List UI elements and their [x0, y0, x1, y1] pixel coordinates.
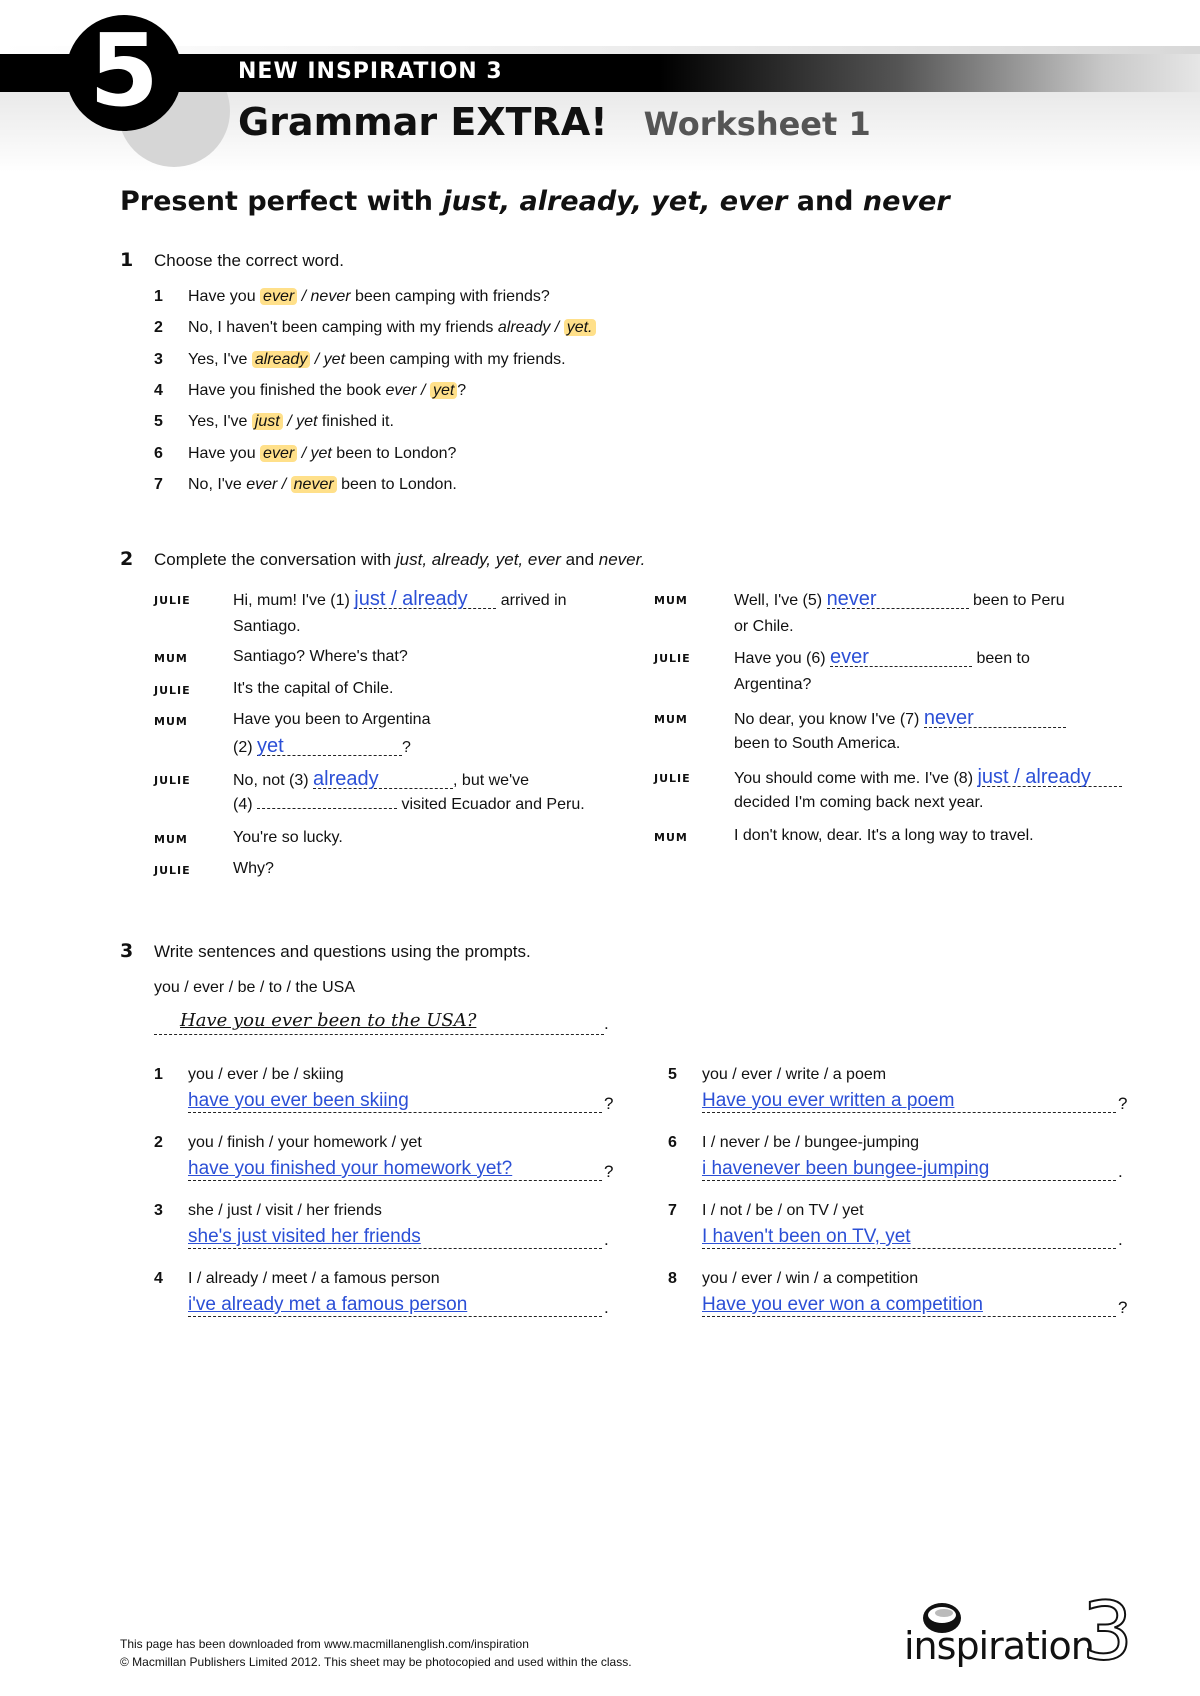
sheet-title: [238, 100, 871, 144]
option-b[interactable]: yet.: [564, 319, 596, 336]
conversation-line-10: [734, 709, 1066, 729]
series-title: NEW INSPIRATION 3: [238, 59, 503, 84]
gap-5[interactable]: never: [827, 590, 969, 609]
conversation-line-5: [233, 770, 529, 790]
speaker-julie: JULIE: [654, 652, 691, 665]
prompt-text: you / ever / win / a competition: [702, 1270, 919, 1287]
conversation-line-7: Why?: [233, 860, 274, 877]
conversation-line-3: It's the capital of Chile.: [233, 680, 394, 697]
speaker-mum: MUM: [154, 652, 188, 665]
conversation-line-11-cont: decided I'm coming back next year.: [734, 794, 984, 811]
option-b[interactable]: never: [291, 476, 337, 493]
speaker-julie: JULIE: [154, 594, 191, 607]
line-text: been to Peru: [968, 592, 1065, 609]
option-b[interactable]: yet: [296, 413, 318, 431]
example-prompt: you / ever / be / to / the USA: [154, 979, 355, 996]
end-punctuation: ?: [604, 1162, 614, 1181]
exercise-1-instruction: Choose the correct word.: [154, 251, 344, 270]
inspiration-logo: [904, 1585, 1144, 1678]
option-b[interactable]: yet: [430, 382, 457, 399]
gap-7[interactable]: never: [924, 709, 1066, 728]
option-a[interactable]: ever: [260, 445, 297, 462]
exercise-3-instruction: Write sentences and questions using the prompts.: [154, 942, 531, 961]
headline-text-1: Present perfect with: [120, 186, 443, 217]
item-text: been camping with my friends.: [345, 350, 566, 368]
option-a[interactable]: ever: [260, 288, 297, 305]
conversation-line-8-cont: or Chile.: [734, 618, 794, 635]
item-text: finished it.: [317, 413, 394, 431]
end-punctuation: .: [1118, 1162, 1123, 1181]
item-text: Have you: [188, 288, 261, 305]
item-text: Have you finished the book: [188, 381, 386, 399]
end-punctuation: ?: [1118, 1094, 1128, 1113]
option-b[interactable]: yet: [323, 350, 346, 368]
item-text: Have you: [188, 444, 261, 462]
item-number: 2: [154, 319, 163, 337]
item-number: 4: [154, 1270, 163, 1287]
speaker-julie: JULIE: [654, 772, 691, 785]
item-number: 6: [668, 1134, 677, 1151]
gap-3[interactable]: already: [313, 770, 453, 789]
footer-download-note: This page has been downloaded from www.macmillanenglish.com/inspiration: [120, 1637, 529, 1651]
conversation-line-4: Have you been to Argentina: [233, 711, 431, 728]
prompt-text: I / never / be / bungee-jumping: [702, 1134, 920, 1151]
option-a[interactable]: ever: [385, 381, 417, 399]
exercise-1-item: [188, 351, 566, 369]
item-text: been to London.: [336, 475, 457, 493]
line-text: (2): [233, 739, 257, 756]
item-number: 7: [154, 475, 163, 493]
conversation-line-1-cont: Santiago.: [233, 618, 301, 635]
end-punctuation: ?: [1118, 1298, 1128, 1317]
speaker-julie: JULIE: [154, 774, 191, 787]
line-text: arrived in: [496, 592, 567, 609]
option-b[interactable]: never: [310, 288, 351, 305]
gap-1[interactable]: just / already: [354, 590, 496, 609]
prompt-text: I / not / be / on TV / yet: [702, 1202, 864, 1219]
example-punct: .: [604, 1014, 609, 1033]
answer-input[interactable]: Have you ever won a competition: [702, 1294, 983, 1315]
conversation-line-9-cont: Argentina?: [734, 676, 812, 693]
answer-input[interactable]: she's just visited her friends: [188, 1226, 421, 1247]
exercise-3-number: 3: [120, 940, 134, 962]
answer-input[interactable]: have you finished your homework yet?: [188, 1158, 513, 1179]
option-a[interactable]: already: [497, 319, 551, 337]
line-text: visited Ecuador and Peru.: [397, 796, 585, 813]
headline-italic-2: never: [862, 186, 950, 217]
item-text: No, I haven't been camping with my friends: [188, 319, 498, 337]
speaker-julie: JULIE: [154, 864, 191, 877]
answer-input[interactable]: I haven't been on TV, yet: [702, 1226, 911, 1247]
speaker-mum: MUM: [654, 713, 688, 726]
end-punctuation: .: [1118, 1230, 1123, 1249]
page-headline: [120, 186, 950, 217]
footer-copyright: © Macmillan Publishers Limited 2012. This sheet may be photocopied and used within the class.: [120, 1655, 632, 1669]
prompt-text: you / finish / your homework / yet: [188, 1134, 422, 1151]
item-number: 8: [668, 1270, 677, 1287]
item-text: Yes, I've: [188, 350, 252, 368]
option-separator: /: [282, 413, 297, 431]
ex2-instruction-words: just, already, yet, ever: [395, 550, 561, 569]
answer-input[interactable]: Have you ever written a poem: [702, 1090, 955, 1111]
line-text: ?: [402, 739, 411, 756]
conversation-line-9: [734, 648, 1030, 668]
speaker-mum: MUM: [154, 833, 188, 846]
speaker-julie: JULIE: [154, 684, 191, 697]
conversation-line-12: I don't know, dear. It's a long way to travel.: [734, 827, 1034, 844]
option-separator: /: [550, 319, 564, 337]
speaker-mum: MUM: [654, 594, 688, 607]
item-text: been to London?: [331, 444, 457, 462]
line-text: No, not (3): [233, 772, 314, 789]
conversation-line-11: [734, 768, 1122, 788]
sheet-title-worksheet: Worksheet 1: [643, 105, 871, 143]
item-number: 1: [154, 1066, 163, 1083]
sheet-title-main: Grammar EXTRA!: [238, 100, 608, 144]
end-punctuation: ?: [604, 1094, 614, 1113]
exercise-1-item: [188, 288, 550, 306]
exercise-1-item: [188, 382, 466, 400]
answer-input[interactable]: i've already met a famous person: [188, 1294, 468, 1315]
ex2-instruction-and: and: [560, 550, 599, 569]
item-text: been camping with friends?: [350, 288, 550, 305]
prompt-text: she / just / visit / her friends: [188, 1202, 382, 1219]
line-text: , but we've: [453, 772, 530, 789]
line-text: Have you (6): [734, 650, 831, 667]
line-text: (4): [233, 796, 257, 813]
option-b[interactable]: yet: [310, 444, 332, 462]
ex2-instruction-never: never.: [598, 550, 646, 569]
item-number: 4: [154, 381, 163, 399]
conversation-line-6: You're so lucky.: [233, 829, 343, 846]
ex2-instruction-pre: Complete the conversation with: [154, 550, 396, 569]
item-number: 3: [154, 1202, 163, 1219]
logo-number: 3: [1082, 1585, 1133, 1678]
item-number: 5: [154, 413, 163, 431]
exercise-2-number: 2: [120, 548, 134, 570]
answer-input[interactable]: have you ever been skiing: [188, 1090, 409, 1111]
line-text: been to: [972, 650, 1030, 667]
end-punctuation: .: [604, 1298, 609, 1317]
exercise-1-item: [188, 476, 457, 494]
exercise-1-item: [188, 319, 596, 337]
gap-6[interactable]: ever: [830, 648, 972, 667]
option-a[interactable]: already: [252, 351, 310, 368]
conversation-line-10-cont: been to South America.: [734, 735, 901, 752]
option-a[interactable]: ever: [246, 475, 278, 493]
answer-input[interactable]: i havenever been bungee-jumping: [702, 1158, 990, 1179]
headline-italic-1: just, already, yet, ever: [442, 186, 788, 217]
speaker-mum: MUM: [654, 831, 688, 844]
conversation-line-1: [233, 590, 567, 610]
conversation-line-4-cont: [233, 737, 411, 757]
prompt-text: I / already / meet / a famous person: [188, 1270, 440, 1287]
option-separator: /: [310, 350, 324, 368]
item-number: 2: [154, 1134, 163, 1151]
line-text: Hi, mum! I've (1): [233, 592, 355, 609]
item-text: ?: [457, 381, 467, 399]
option-separator: /: [277, 475, 291, 493]
unit-number: 5: [89, 12, 159, 129]
option-separator: /: [297, 288, 311, 305]
end-punctuation: .: [604, 1230, 609, 1249]
line-text: You should come with me. I've (8): [734, 770, 978, 787]
unit-badge: [66, 12, 182, 131]
speaker-mum: MUM: [154, 715, 188, 728]
exercise-2-instruction: [154, 550, 645, 570]
logo-word: inspiration: [904, 1624, 1094, 1668]
exercise-1-number: 1: [120, 249, 134, 271]
header-band-top: [0, 46, 1200, 54]
line-text: Well, I've (5): [734, 592, 827, 609]
prompt-text: you / ever / write / a poem: [702, 1066, 887, 1083]
example-answer: Have you ever been to the USA?: [180, 1010, 477, 1031]
conversation-line-8: [734, 590, 1065, 610]
item-text: Yes, I've: [188, 413, 252, 431]
option-separator: /: [297, 444, 311, 462]
line-text: No dear, you know I've (7): [734, 711, 924, 728]
gap-2[interactable]: yet: [257, 737, 402, 756]
item-number: 6: [154, 444, 163, 462]
conversation-line-5-cont: [233, 796, 585, 814]
item-number: 7: [668, 1202, 677, 1219]
item-number: 5: [668, 1066, 677, 1083]
prompt-text: you / ever / be / skiing: [188, 1066, 344, 1083]
exercise-1-item: [188, 413, 394, 431]
exercise-1-item: [188, 445, 456, 463]
conversation-line-2: Santiago? Where's that?: [233, 648, 408, 665]
item-number: 1: [154, 288, 163, 305]
gap-4[interactable]: [257, 808, 397, 809]
option-a[interactable]: just: [252, 413, 283, 430]
gap-8[interactable]: just / already: [977, 768, 1122, 787]
item-number: 3: [154, 350, 163, 368]
headline-text-2: and: [787, 186, 863, 217]
option-separator: /: [416, 381, 430, 399]
item-text: No, I've: [188, 475, 247, 493]
